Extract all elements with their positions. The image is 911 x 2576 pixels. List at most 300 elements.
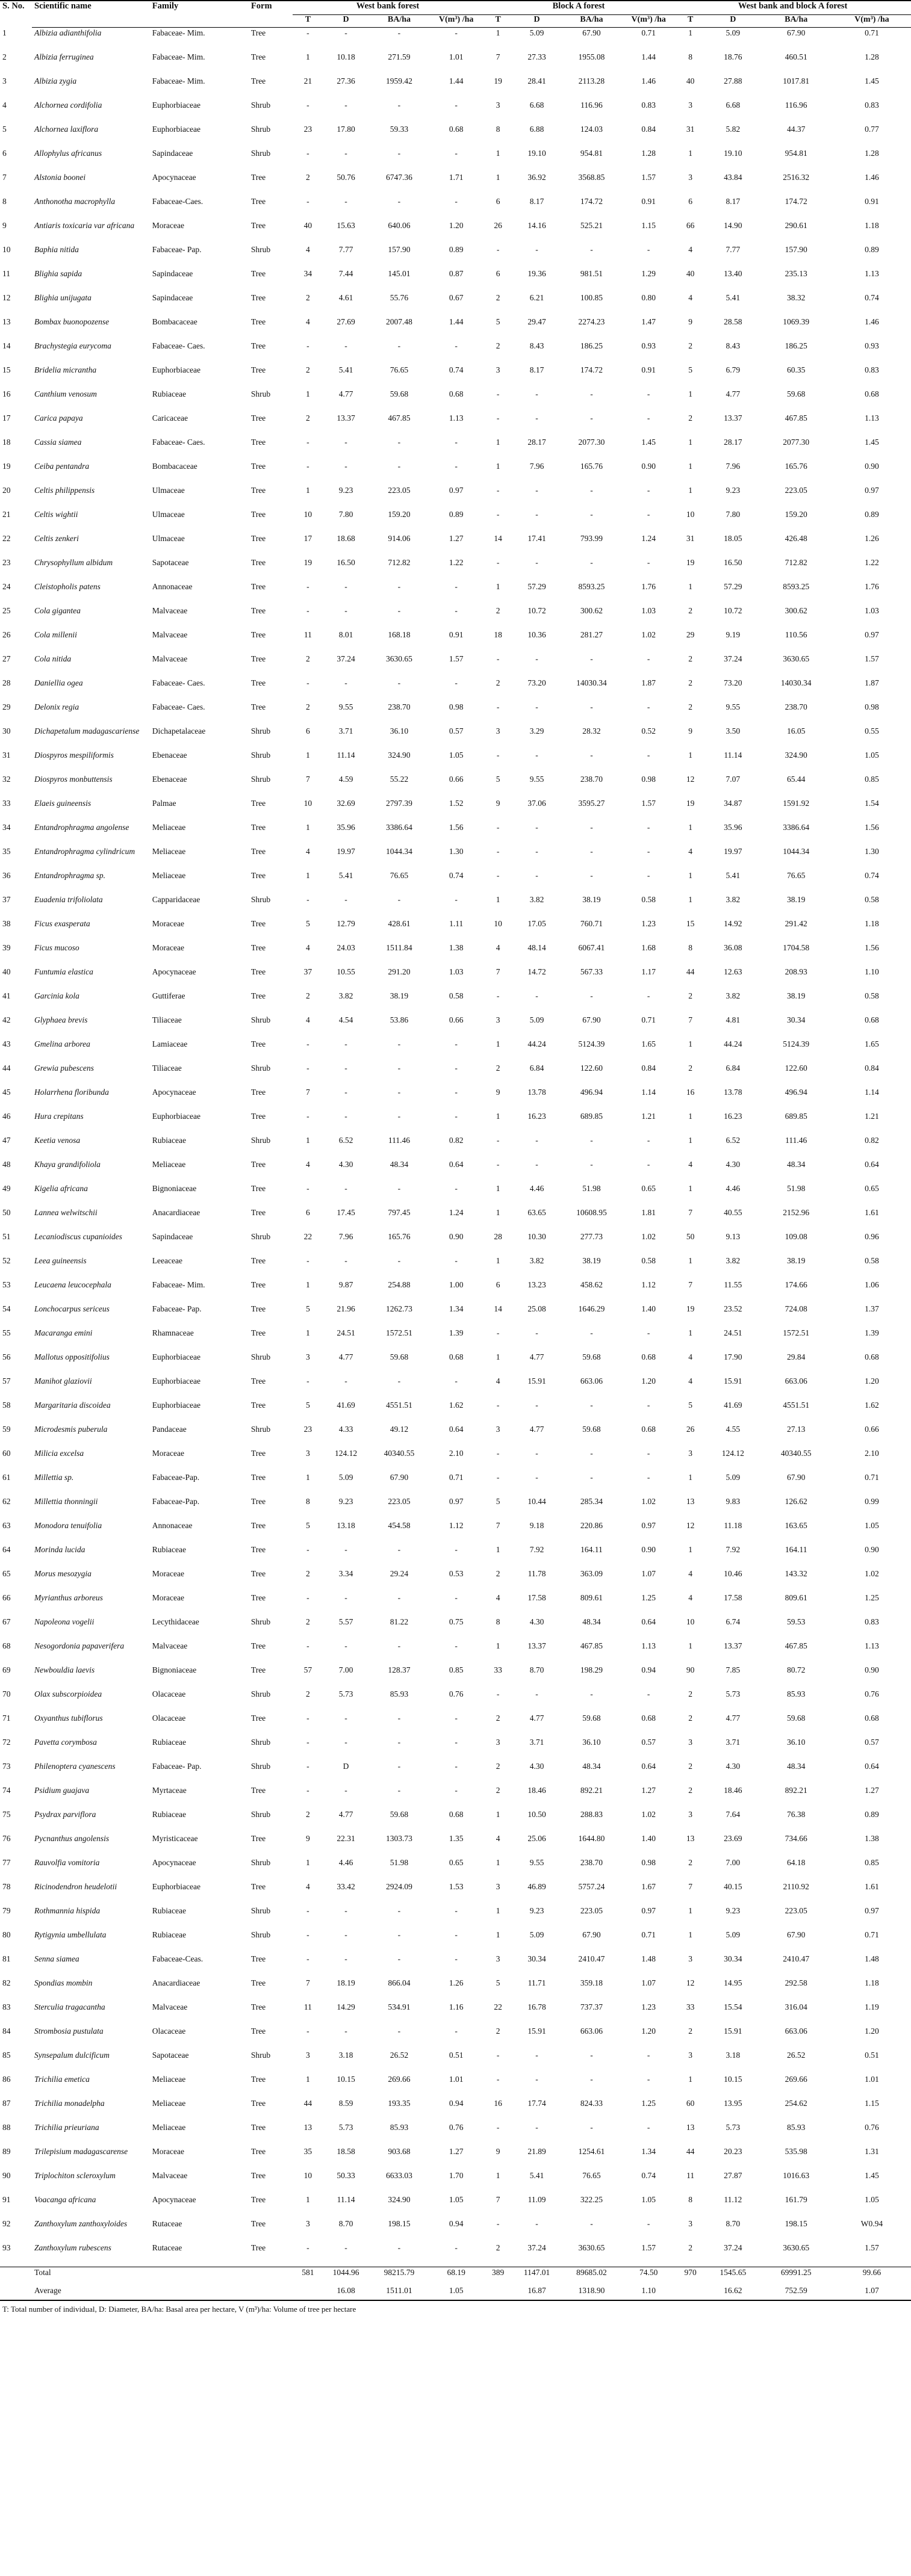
value-cell: 9 [306, 1834, 310, 1843]
scientific-name-cell: Nesogordonia papaverifera [34, 1641, 125, 1650]
serial-number-cell: 76 [2, 1834, 11, 1843]
table-row [0, 1641, 911, 1665]
family-cell: Sapindaceae [152, 149, 193, 158]
value-cell: 16.78 [527, 2002, 546, 2011]
serial-number-cell: 67 [2, 1617, 11, 1626]
value-cell: 44 [686, 967, 695, 976]
family-cell: Olacaceae [152, 2026, 186, 2036]
value-cell: 59.68 [582, 1714, 601, 1723]
value-cell: 1017.81 [783, 76, 810, 85]
value-cell: 0.89 [449, 510, 464, 519]
value-cell: 174.66 [785, 1280, 807, 1289]
form-cell: Tree [250, 462, 266, 471]
value-cell: - [590, 245, 593, 254]
value-cell: 1.71 [449, 173, 464, 182]
value-cell: 0.53 [449, 1569, 464, 1578]
value-cell: 13.18 [337, 1521, 355, 1530]
form-cell: Tree [250, 510, 266, 519]
total-cell: 74.50 [639, 2268, 658, 2277]
value-cell: - [344, 1376, 347, 1386]
value-cell: 4 [306, 1160, 310, 1169]
value-cell: 1 [688, 1136, 693, 1145]
value-cell: 1 [688, 895, 693, 904]
value-cell: 12 [686, 1978, 695, 1987]
value-cell: 7 [688, 1280, 693, 1289]
table-row [0, 1689, 911, 1713]
value-cell: - [496, 1160, 500, 1169]
value-cell: 1.05 [449, 2195, 464, 2204]
value-cell: 663.06 [580, 2026, 603, 2036]
value-cell: 16.23 [527, 1112, 546, 1121]
value-cell: - [647, 1401, 650, 1410]
value-cell: 7 [496, 967, 500, 976]
value-cell: 1 [688, 462, 693, 471]
value-cell: 37.24 [337, 654, 355, 663]
value-cell: 1 [496, 462, 500, 471]
value-cell: 26 [686, 1425, 695, 1434]
table-row [0, 1761, 911, 1785]
value-cell: 66 [686, 221, 695, 230]
value-cell: 220.86 [580, 1521, 603, 1530]
total-label: Total [34, 2268, 51, 2277]
value-cell: 17.45 [337, 1208, 355, 1217]
serial-number-cell: 12 [2, 293, 11, 302]
value-cell: 6.74 [726, 1617, 741, 1626]
value-cell: 1016.63 [783, 2171, 810, 2180]
value-cell: 7 [688, 1015, 693, 1024]
value-cell: 1.14 [865, 1088, 879, 1097]
family-cell: Euphorbiaceae [152, 1401, 201, 1410]
value-cell: 0.65 [641, 1184, 656, 1193]
value-cell: 2 [688, 1858, 693, 1867]
value-cell: 277.73 [580, 1232, 603, 1241]
sub-header-t: T [674, 15, 706, 28]
value-cell: 223.05 [388, 486, 411, 495]
value-cell: 0.93 [865, 341, 879, 350]
value-cell: 60 [686, 2099, 695, 2108]
value-cell: 1.11 [449, 919, 464, 928]
value-cell: - [397, 1593, 401, 1602]
value-cell: 3 [306, 2051, 310, 2060]
value-cell: 2007.48 [385, 317, 412, 326]
value-cell: - [455, 101, 458, 110]
value-cell: 1572.51 [385, 1328, 412, 1337]
value-cell: 3 [306, 1352, 310, 1361]
value-cell: 8.70 [529, 1665, 544, 1674]
form-cell: Tree [250, 2147, 266, 2156]
value-cell: 41.69 [724, 1401, 742, 1410]
value-cell: 5.41 [338, 365, 353, 374]
value-cell: 9 [688, 317, 693, 326]
value-cell: 6.84 [726, 1064, 741, 1073]
scientific-name-cell: Strombosia pustulata [34, 2026, 104, 2036]
value-cell: 0.90 [641, 1545, 656, 1554]
value-cell: 1591.92 [783, 799, 810, 808]
family-cell: Fabaceae-Pap. [152, 1473, 200, 1482]
value-cell: 3.82 [726, 991, 741, 1000]
serial-number-cell: 55 [2, 1328, 11, 1337]
family-cell: Anacardiaceae [152, 1208, 201, 1217]
scientific-name-cell: Millettia sp. [34, 1473, 74, 1482]
value-cell: - [306, 1593, 309, 1602]
value-cell: 67.90 [786, 1473, 806, 1482]
value-cell: 2 [688, 1714, 693, 1723]
value-cell: 4.77 [529, 1352, 544, 1361]
family-cell: Moraceae [152, 221, 184, 230]
serial-number-cell: 22 [2, 534, 11, 543]
family-cell: Rubiaceae [152, 1810, 186, 1819]
value-cell: 1.05 [641, 2195, 656, 2204]
value-cell: 3 [496, 1425, 500, 1434]
value-cell: 0.52 [641, 726, 656, 735]
serial-number-cell: 15 [2, 365, 11, 374]
value-cell: 11.18 [724, 1521, 742, 1530]
table-row [0, 2170, 911, 2194]
form-cell: Shrub [250, 775, 271, 784]
combined-group-header: West bank and block A forest [674, 1, 911, 15]
value-cell: 903.68 [388, 2147, 411, 2156]
value-cell: 11 [686, 2171, 695, 2180]
form-cell: Shrub [250, 125, 271, 134]
serial-number-cell: 37 [2, 895, 11, 904]
value-cell: - [323, 2243, 369, 2267]
value-cell: 14 [494, 534, 502, 543]
scientific-name-cell: Glyphaea brevis [34, 1015, 88, 1024]
value-cell: 1.27 [641, 1786, 656, 1795]
value-cell: 223.05 [388, 1497, 411, 1506]
value-cell: 4 [496, 1593, 500, 1602]
value-cell: 223.05 [580, 1906, 603, 1915]
value-cell: 44 [686, 2147, 695, 2156]
table-row [0, 437, 911, 461]
value-cell: 2 [688, 702, 693, 711]
value-cell: 11.09 [527, 2195, 546, 2204]
value-cell: 1.20 [449, 221, 464, 230]
value-cell: 269.66 [785, 2075, 807, 2084]
value-cell: 57.29 [724, 582, 742, 591]
value-cell: 4.30 [726, 1160, 741, 1169]
value-cell: 40 [686, 76, 695, 85]
value-cell: 4.77 [726, 1714, 741, 1723]
value-cell: - [647, 1328, 650, 1337]
value-cell: 8.70 [726, 2219, 741, 2228]
value-cell: - [496, 1473, 500, 1482]
value-cell: 13.23 [527, 1280, 546, 1289]
value-cell: - [496, 2123, 500, 2132]
value-cell: 51.98 [582, 1184, 601, 1193]
value-cell: 24.03 [337, 943, 355, 952]
family-cell: Moraceae [152, 1593, 184, 1602]
value-cell: 0.68 [865, 1352, 879, 1361]
value-cell: 14.95 [724, 1978, 742, 1987]
value-cell: 17.74 [527, 2099, 546, 2108]
value-cell: 28.32 [582, 726, 601, 735]
value-cell: 0.85 [865, 1858, 879, 1867]
value-cell: 8 [688, 943, 693, 952]
form-cell: Shrub [250, 1064, 271, 1073]
value-cell: 157.90 [785, 245, 807, 254]
form-cell: Tree [250, 1088, 266, 1097]
family-cell: Euphorbiaceae [152, 1352, 201, 1361]
value-cell: 7 [306, 775, 310, 784]
value-cell: 13.95 [724, 2099, 742, 2108]
table-row [0, 726, 911, 750]
value-cell: 238.70 [580, 775, 603, 784]
value-cell: 1262.73 [385, 1304, 412, 1313]
serial-number-cell: 61 [2, 1473, 11, 1482]
scientific-name-cell: Cola millenii [34, 630, 77, 639]
sub-header-t: T [293, 15, 323, 28]
value-cell: 6.84 [529, 1064, 544, 1073]
table-row [0, 1713, 911, 1737]
value-cell: 0.89 [865, 1810, 879, 1819]
value-cell: 1 [306, 389, 310, 398]
value-cell: 2 [306, 173, 310, 182]
form-cell: Tree [250, 2219, 266, 2228]
value-cell: 238.70 [580, 1858, 603, 1867]
scientific-name-cell: Kigelia africana [34, 1184, 88, 1193]
value-cell: 37.06 [527, 799, 546, 808]
value-cell: 1 [496, 438, 500, 447]
value-cell: 8.70 [338, 2219, 353, 2228]
value-cell: 17.80 [337, 125, 355, 134]
serial-number-cell: 38 [2, 919, 11, 928]
value-cell: 44 [303, 2099, 312, 2108]
value-cell: 1 [306, 871, 310, 880]
value-cell: 1.46 [865, 173, 879, 182]
serial-number-cell: 50 [2, 1208, 11, 1217]
value-cell: 238.70 [785, 702, 807, 711]
value-cell: 3 [688, 1954, 693, 1963]
table-row [0, 2026, 911, 2050]
value-cell: 525.21 [580, 221, 603, 230]
value-cell: 300.62 [580, 606, 603, 615]
serial-number-cell: 39 [2, 943, 11, 952]
scientific-name-cell: Cola gigantea [34, 606, 81, 615]
family-cell: Euphorbiaceae [152, 125, 201, 134]
value-cell: 467.85 [785, 413, 807, 423]
table-row [0, 1857, 911, 1881]
family-cell: Annonaceae [152, 582, 193, 591]
serial-number-cell: 33 [2, 799, 11, 808]
value-cell: - [344, 28, 347, 37]
value-cell: 1.34 [449, 1304, 464, 1313]
value-cell: 76.65 [390, 365, 409, 374]
value-cell: 1 [688, 1256, 693, 1265]
value-cell: 85.93 [390, 1689, 409, 1698]
family-cell: Apocynaceae [152, 1858, 196, 1867]
table-row [0, 870, 911, 894]
value-cell: 2113.28 [578, 76, 605, 85]
value-cell: 208.93 [785, 967, 807, 976]
value-cell: 5124.39 [578, 1039, 605, 1048]
value-cell: 534.91 [388, 2002, 411, 2011]
value-cell: 1 [688, 582, 693, 591]
scientific-name-cell: Funtumia elastica [34, 967, 93, 976]
table-row [0, 2074, 911, 2098]
value-cell: 1044.34 [783, 847, 810, 856]
value-cell: 3.18 [338, 2051, 353, 2060]
value-cell: 3 [688, 173, 693, 182]
value-cell: 2 [688, 413, 693, 423]
value-cell: 0.71 [865, 28, 879, 37]
serial-number-cell: 89 [2, 2147, 11, 2156]
value-cell: - [647, 245, 650, 254]
table-row [0, 461, 911, 485]
value-cell: 21 [303, 76, 312, 85]
value-cell: - [344, 197, 347, 206]
value-cell: 2152.96 [783, 1208, 810, 1217]
value-cell: 10 [303, 510, 312, 519]
value-cell: 30.34 [527, 1954, 546, 1963]
value-cell: 17.58 [724, 1593, 742, 1602]
family-cell: Olacaceae [152, 1689, 186, 1698]
value-cell: 3.29 [529, 726, 544, 735]
scientific-name-cell: Bridelia micrantha [34, 365, 97, 374]
value-cell: - [397, 438, 401, 447]
serial-number-cell: 56 [2, 1352, 11, 1361]
value-cell: 13.37 [724, 1641, 742, 1650]
scientific-name-cell: Blighia unijugata [34, 293, 92, 302]
value-cell: 38.19 [390, 991, 409, 1000]
value-cell: 4.30 [529, 1617, 544, 1626]
value-cell: 7 [306, 1978, 310, 1987]
value-cell: 1.02 [641, 1497, 656, 1506]
value-cell: 20.23 [724, 2147, 742, 2156]
value-cell: 981.51 [580, 269, 603, 278]
family-cell: Ebenaceae [152, 751, 187, 760]
family-cell: Apocynaceae [152, 1088, 196, 1097]
value-cell: 8.43 [529, 341, 544, 350]
scientific-name-cell: Trichilia monadelpha [34, 2099, 105, 2108]
value-cell: 7 [306, 1088, 310, 1097]
value-cell: 24.51 [724, 1328, 742, 1337]
value-cell: 48.14 [527, 943, 546, 952]
serial-number-cell: 40 [2, 967, 11, 976]
value-cell: 2 [688, 991, 693, 1000]
value-cell: 793.99 [580, 534, 603, 543]
value-cell: 15.91 [527, 2026, 546, 2036]
value-cell: 1.12 [641, 1280, 656, 1289]
table-row [0, 100, 911, 124]
value-cell: 1704.58 [783, 943, 810, 952]
value-cell: - [455, 462, 458, 471]
value-cell: 1.01 [865, 2075, 879, 2084]
value-cell: - [535, 1689, 538, 1698]
value-cell: - [590, 991, 593, 1000]
value-cell: 1.48 [865, 1954, 879, 1963]
value-cell: 11 [303, 630, 312, 639]
scientific-name-cell: Triplochiton scleroxylum [34, 2171, 116, 2180]
form-cell: Tree [250, 1280, 266, 1289]
sub-header-v: V(m³) /ha [833, 15, 911, 28]
value-cell: 4.59 [338, 775, 353, 784]
table-row [0, 1015, 911, 1039]
serial-number-cell: 14 [2, 341, 11, 350]
scientific-name-cell: Entandrophragma sp. [34, 871, 106, 880]
value-cell: - [455, 1714, 458, 1723]
table-row [0, 1906, 911, 1930]
value-cell: - [397, 149, 401, 158]
value-cell: 1.56 [449, 823, 464, 832]
value-cell: 454.58 [388, 1521, 411, 1530]
value-cell: 9.55 [529, 775, 544, 784]
value-cell: 3.34 [338, 1569, 353, 1578]
form-cell: Tree [250, 1160, 266, 1169]
scientific-name-cell: Trichilia prieuriana [34, 2123, 99, 2132]
family-cell: Caricaceae [152, 413, 188, 423]
serial-number-cell: 84 [2, 2026, 11, 2036]
value-cell: 238.70 [388, 702, 411, 711]
value-cell: 1 [688, 1112, 693, 1121]
table-row [0, 1400, 911, 1424]
value-cell: 163.65 [785, 1521, 807, 1530]
table-row [0, 1183, 911, 1207]
family-cell: Fabaceae- Pap. [152, 1762, 202, 1771]
value-cell: 1 [688, 1039, 693, 1048]
value-cell: 44.24 [527, 1039, 546, 1048]
value-cell: 1.16 [449, 2002, 464, 2011]
value-cell: 76.65 [786, 871, 806, 880]
form-cell: Tree [250, 1954, 266, 1963]
value-cell: - [590, 847, 593, 856]
family-cell: Moraceae [152, 1449, 184, 1458]
value-cell: 40.15 [724, 1882, 742, 1891]
value-cell: 4.46 [529, 1184, 544, 1193]
form-cell: Tree [250, 2195, 266, 2204]
value-cell: 7 [496, 52, 500, 61]
value-cell: 10.46 [724, 1569, 742, 1578]
value-cell: 7.07 [726, 775, 741, 784]
form-cell: Shrub [250, 245, 271, 254]
block-a-group-header: Block A forest [483, 1, 674, 15]
form-cell: Tree [250, 1834, 266, 1843]
value-cell: 5 [496, 775, 500, 784]
form-cell: Tree [250, 413, 266, 423]
value-cell: 3.82 [338, 991, 353, 1000]
serial-number-cell: 80 [2, 1930, 11, 1939]
value-cell: 126.62 [785, 1497, 807, 1506]
family-cell: Fabaceae-Caes. [152, 197, 204, 206]
value-cell: 0.58 [865, 895, 879, 904]
value-cell: 7 [496, 2195, 500, 2204]
value-cell: 0.99 [865, 1497, 879, 1506]
value-cell: 38.19 [582, 1256, 601, 1265]
value-cell: 3 [688, 2051, 693, 2060]
value-cell: 5.73 [726, 2123, 741, 2132]
scientific-name-cell: Rauvolfia vomitoria [34, 1858, 100, 1867]
value-cell: - [590, 654, 593, 663]
scientific-name-cell: Leucaena leucocephala [34, 1280, 111, 1289]
value-cell: - [496, 2219, 500, 2228]
value-cell: - [455, 895, 458, 904]
value-cell: 1 [688, 1328, 693, 1337]
scientific-name-cell: Myrianthus arboreus [34, 1593, 103, 1602]
form-cell: Tree [250, 269, 266, 278]
value-cell: 254.88 [388, 1280, 411, 1289]
value-cell: 38.19 [786, 895, 806, 904]
value-cell: - [455, 606, 458, 615]
form-header: Form [249, 1, 293, 15]
value-cell: 496.94 [580, 1088, 603, 1097]
value-cell: - [647, 654, 650, 663]
value-cell: 809.61 [785, 1593, 807, 1602]
value-cell: 3 [688, 2219, 693, 2228]
value-cell: - [647, 1449, 650, 1458]
serial-number-cell: 20 [2, 486, 11, 495]
value-cell: 1 [306, 1136, 310, 1145]
value-cell: - [535, 1328, 538, 1337]
